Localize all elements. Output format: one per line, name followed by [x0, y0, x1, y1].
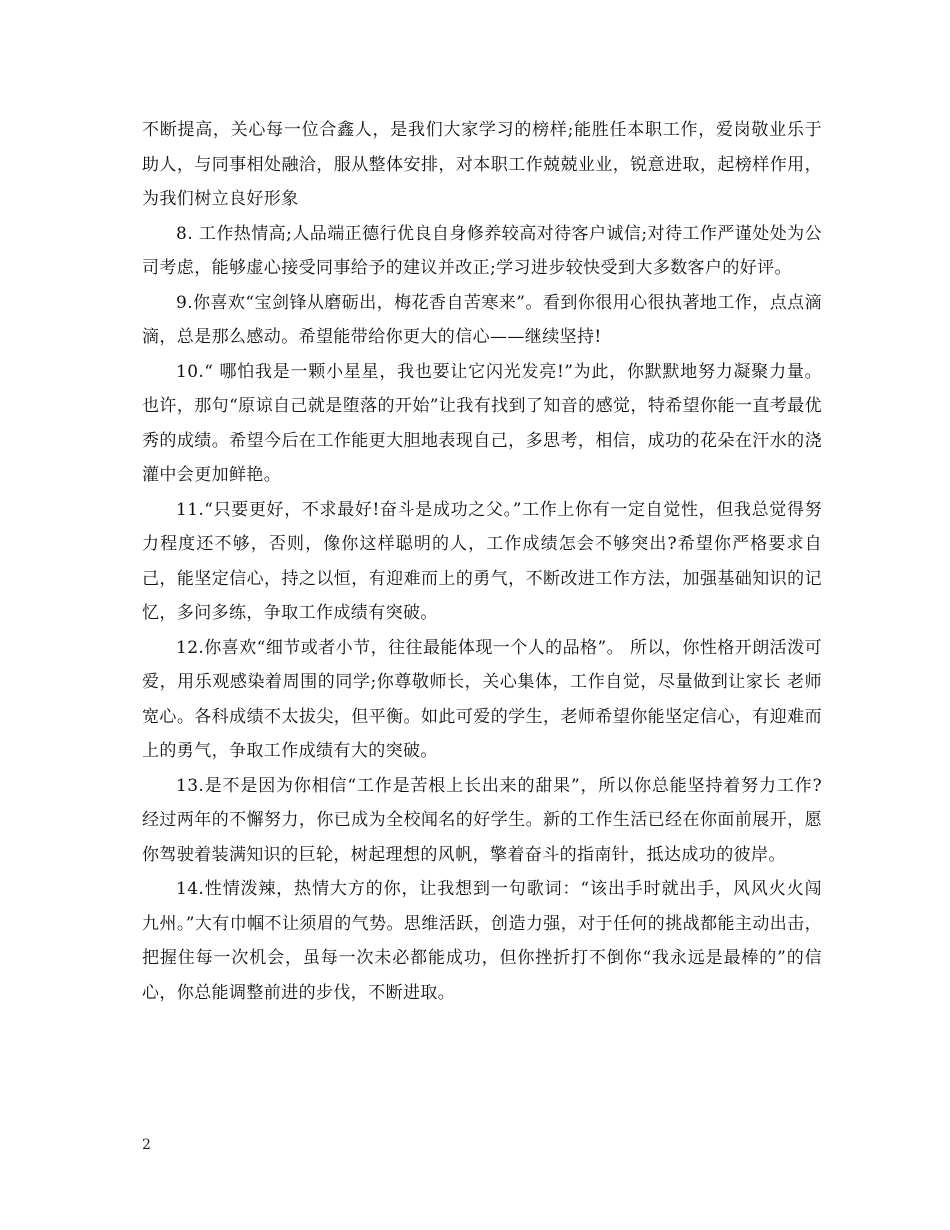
paragraph-item-14: 14.性情泼辣，热情大方的你，让我想到一句歌词：“该出手时就出手，风风火火闯九州。”大有巾帼不让须眉的气势。思维活跃，创造力强，对于任何的挑战都能主动出击，把握住每一次机会，虽每一次未必都能成功，但你挫折打不倒你“我永远是最棒的”的信心，你总能调整前进的步伐，不断进取。	[142, 879, 822, 1003]
paragraph-item-8: 8. 工作热情高;人品端正德行优良自身修养较高对待客户诚信;对待工作严谨处处为公司考虑，能够虚心接受同事给予的建议并改正;学习进步较快受到大多数客户的好评。	[142, 223, 822, 278]
paragraph-continuation: 不断提高，关心每一位合鑫人，是我们大家学习的榜样;能胜任本职工作，爱岗敬业乐于助人，与同事相处融洽，服从整体安排，对本职工作兢兢业业，锐意进取，起榜样作用，为我们树立良好形象	[142, 120, 822, 209]
paragraph-item-12: 12.你喜欢“细节或者小节，往往最能体现一个人的品格”。 所以，你性格开朗活泼可爱，用乐观感染着周围的同学;你尊敬师长，关心集体，工作自觉，尽量做到让家长 老师宽心。各科成绩不太拔尖，但平衡。如此可爱的学生，老师希望你能坚定信心，有迎难而上的勇气，争取工作成绩有大的突破。	[142, 637, 822, 761]
paragraph-item-11: 11.“只要更好，不求最好!奋斗是成功之父。”工作上你有一定自觉性，但我总觉得努力程度还不够，否则，像你这样聪明的人，工作成绩怎会不够突出?希望你严格要求自己，能坚定信心，持之以恒，有迎难而上的勇气，不断改进工作方法，加强基础知识的记忆，多问多练，争取工作成绩有突破。	[142, 499, 822, 623]
document-body	[142, 113, 822, 1010]
paragraph-item-13: 13.是不是因为你相信“工作是苦根上长出来的甜果”，所以你总能坚持着努力工作?经过两年的不懈努力，你已成为全校闻名的好学生。新的工作生活已经在你面前展开，愿你驾驶着装满知识的巨轮，树起理想的风帆，擎着奋斗的指南针，抵达成功的彼岸。	[142, 775, 822, 865]
page-number: 2	[142, 1137, 151, 1153]
paragraph-item-10: 10.“ 哪怕我是一颗小星星，我也要让它闪光发亮!”为此，你默默地努力凝聚力量。也许，那句“原谅自己就是堕落的开始”让我有找到了知音的感觉，特希望你能一直考最优秀的成绩。希望今后在工作能更大胆地表现自己，多思考，相信，成功的花朵在汗水的浇灌中会更加鲜艳。	[142, 361, 822, 485]
paragraph-item-9: 9.你喜欢“宝剑锋从磨砺出，梅花香自苦寒来”。看到你很用心很执著地工作，点点滴滴，总是那么感动。希望能带给你更大的信心——继续坚持!	[142, 292, 822, 347]
